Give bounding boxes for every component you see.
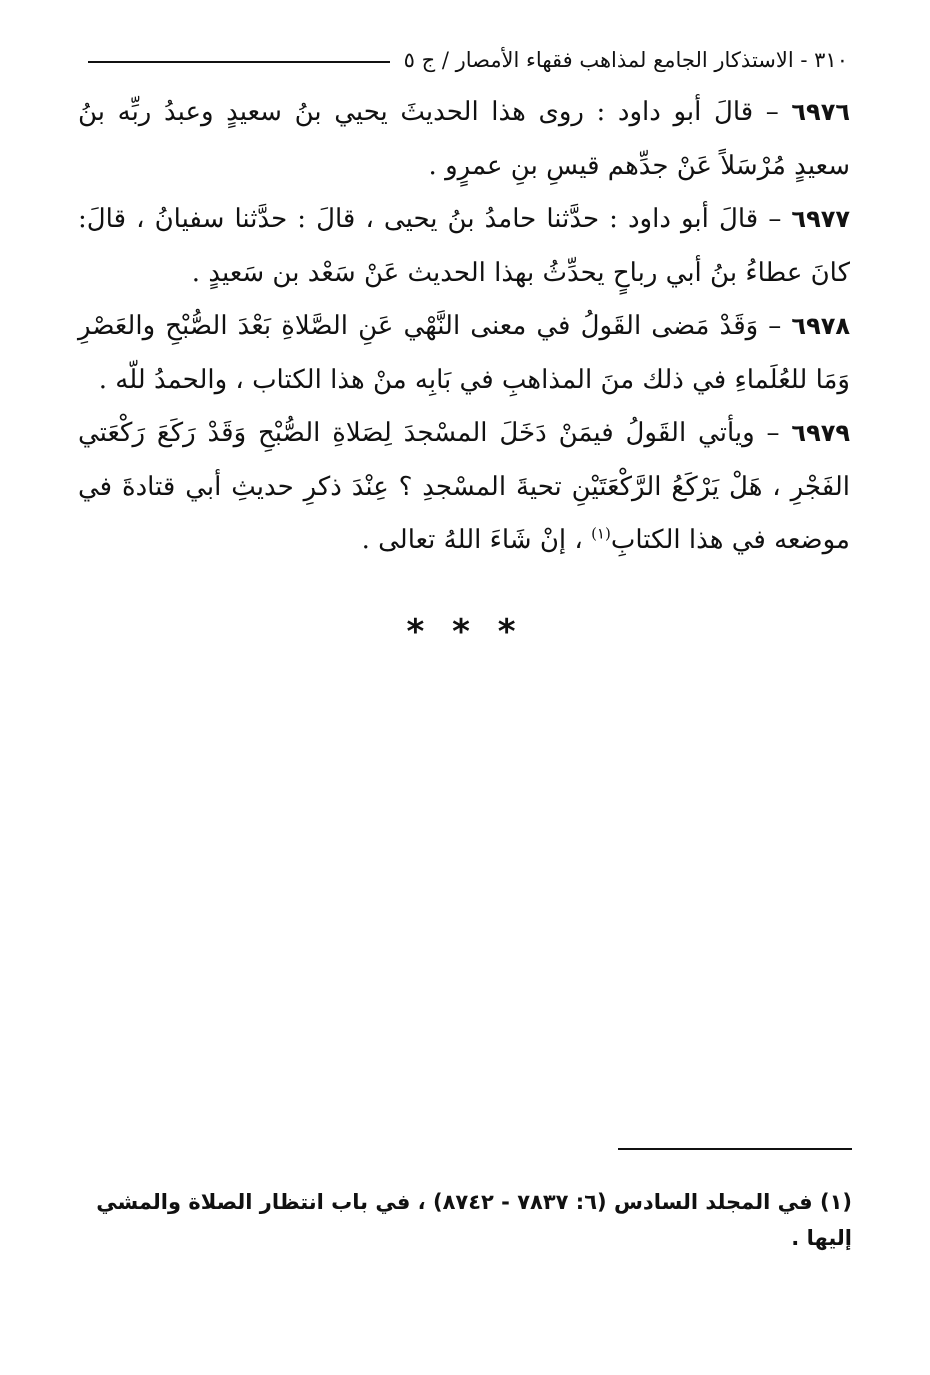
- paragraph-dash: –: [758, 204, 792, 234]
- paragraph-number: ٦٩٧٨: [791, 312, 851, 340]
- paragraph-text: وَقَدْ مَضى القَولُ في معنى النَّهْي عَنِ الصَّلاةِ بَعْدَ الصُّبْحِ والعَصْرِ وَمَا للعُلَماءِ في ذلك منَ المذاهبِ في بَابِه منْ هذا الكتاب ، والحمدُ للّه .: [78, 311, 850, 395]
- paragraph-number: ٦٩٧٩: [791, 419, 851, 447]
- running-header-text: ٣١٠ - الاستذكار الجامع لمذاهب فقهاء الأمصار / ج ٥: [403, 48, 848, 72]
- running-header: [88, 42, 848, 78]
- paragraph-6979: [78, 407, 850, 568]
- footnote-rule: [618, 1148, 852, 1150]
- paragraph-text: ويأتي القَولُ فيمَنْ دَخَلَ المسْجدَ لِصَلاةِ الصُّبْحِ وَقَدْ رَكَعَ رَكْعَتي الفَجْرِ ، هَلْ يَرْكَعُ الرَّكْعَتَيْنِ تحيةَ المسْجدِ ؟ عِنْدَ ذكرِ حديثِ أبي قتادةَ في موضعه في هذا الكتابِ: [78, 418, 850, 555]
- paragraph-6978: [78, 300, 850, 407]
- footnote-reference: (١): [591, 524, 611, 543]
- paragraph-number: ٦٩٧٦: [791, 98, 850, 126]
- paragraph-dash: –: [758, 311, 792, 341]
- paragraph-dash: –: [753, 97, 792, 127]
- section-separator: * * *: [406, 612, 524, 652]
- paragraph-number: ٦٩٧٧: [791, 205, 851, 233]
- paragraph-6977: [78, 193, 850, 300]
- paragraph-text-continued: ، إنْ شَاءَ اللهُ تعالى .: [361, 525, 592, 555]
- paragraph-text: قالَ أبو داود : حدَّثنا حامدُ بنُ يحيى ، قالَ : حدَّثنا سفيانُ ، قالَ: كانَ عطاءُ بنُ أبي رباحٍ يحدِّثُ بهذا الحديث عَنْ سَعْد بن سَعيدٍ .: [78, 204, 850, 288]
- paragraph-6976: [78, 86, 850, 193]
- header-rule: [88, 61, 390, 63]
- main-text: [78, 86, 850, 568]
- footnote-1: (١) في المجلد السادس (٦: ٧٨٣٧ - ٨٧٤٢) ، في باب انتظار الصلاة والمشي إليها .: [96, 1190, 852, 1250]
- paragraph-dash: –: [754, 418, 792, 448]
- paragraph-text: قالَ أبو داود : روى هذا الحديثَ يحيي بنُ سعيدٍ وعبدُ ربِّه بنُ سعيدٍ مُرْسَلاً عَنْ جدِّهم قيسِ بنِ عمرٍو .: [78, 97, 850, 181]
